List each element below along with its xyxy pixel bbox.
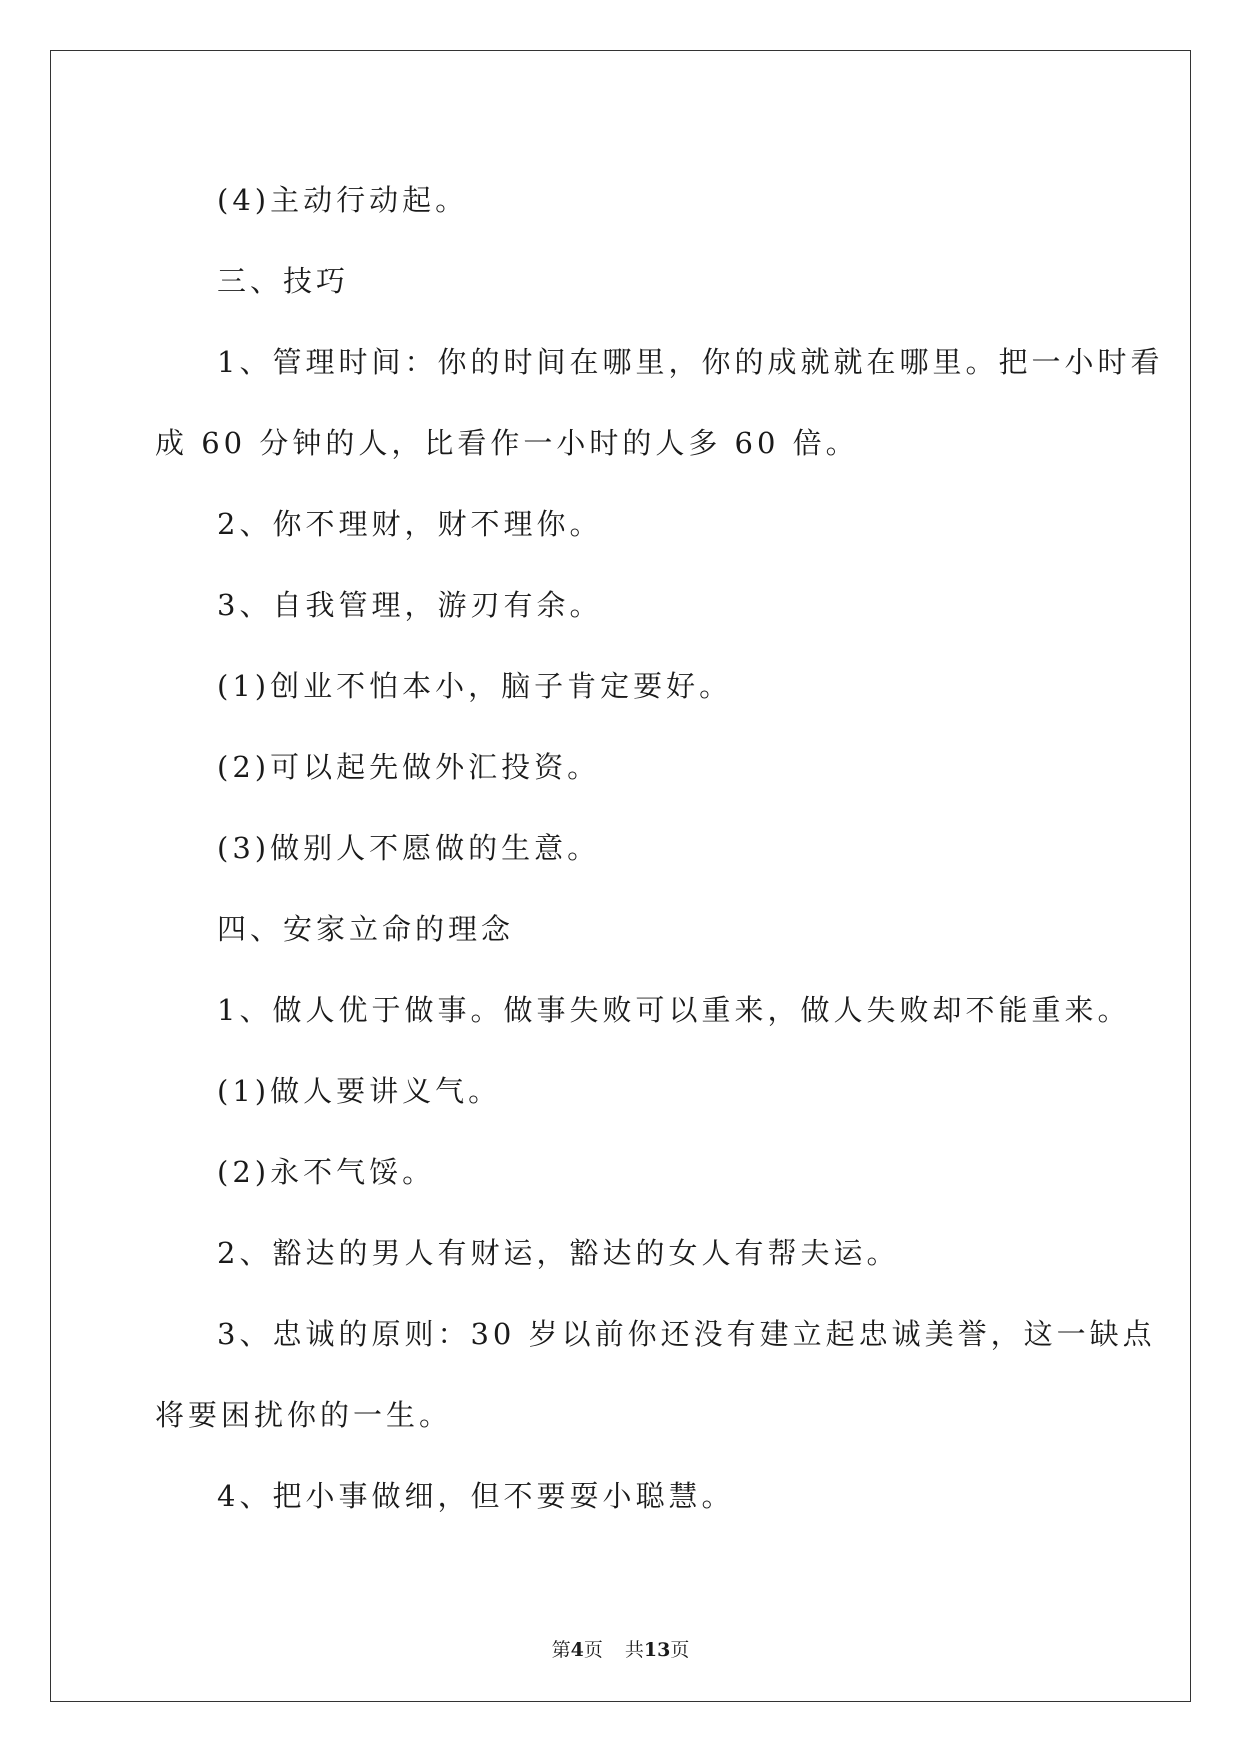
- paragraph-line: 4、把小事做细，但不要耍小聪慧。: [217, 1479, 735, 1513]
- footer-total-prefix: 共: [624, 1639, 644, 1661]
- paragraph-line: (4)主动行动起。: [217, 183, 469, 217]
- page-footer: [0, 1635, 1241, 1662]
- footer-page-prefix: 第: [551, 1639, 571, 1661]
- paragraph-line: 1、做人优于做事。做事失败可以重来，做人失败却不能重来。: [217, 993, 1131, 1027]
- paragraph-line: 四、安家立命的理念: [217, 912, 515, 946]
- paragraph-line: 3、自我管理，游刃有余。: [217, 588, 603, 622]
- paragraph-line: 2、豁达的男人有财运，豁达的女人有帮夫运。: [217, 1236, 900, 1270]
- paragraph-line: (2)永不气馁。: [217, 1155, 436, 1189]
- paragraph-line: 2、你不理财，财不理你。: [217, 507, 603, 541]
- paragraph-line: 成 60 分钟的人，比看作一小时的人多 60 倍。: [155, 426, 859, 460]
- paragraph-line: 三、技巧: [217, 264, 350, 298]
- paragraph-line: 将要困扰你的一生。: [155, 1398, 453, 1432]
- paragraph-line: (1)创业不怕本小，脑子肯定要好。: [217, 669, 733, 703]
- footer-page-number: 4: [570, 1639, 584, 1661]
- footer-total-pages: 13: [643, 1639, 671, 1661]
- document-body: [155, 160, 1164, 1537]
- paragraph-line: 3、忠诚的原则：30 岁以前你还没有建立起忠诚美誉，这一缺点: [217, 1317, 1156, 1351]
- paragraph-line: 1、管理时间：你的时间在哪里，你的成就就在哪里。把一小时看: [217, 345, 1164, 379]
- paragraph-line: (3)做别人不愿做的生意。: [217, 831, 601, 865]
- paragraph-line: (1)做人要讲义气。: [217, 1074, 502, 1108]
- footer-total-suffix: 页: [670, 1639, 690, 1661]
- footer-page-suffix: 页: [583, 1639, 603, 1661]
- paragraph-line: (2)可以起先做外汇投资。: [217, 750, 601, 784]
